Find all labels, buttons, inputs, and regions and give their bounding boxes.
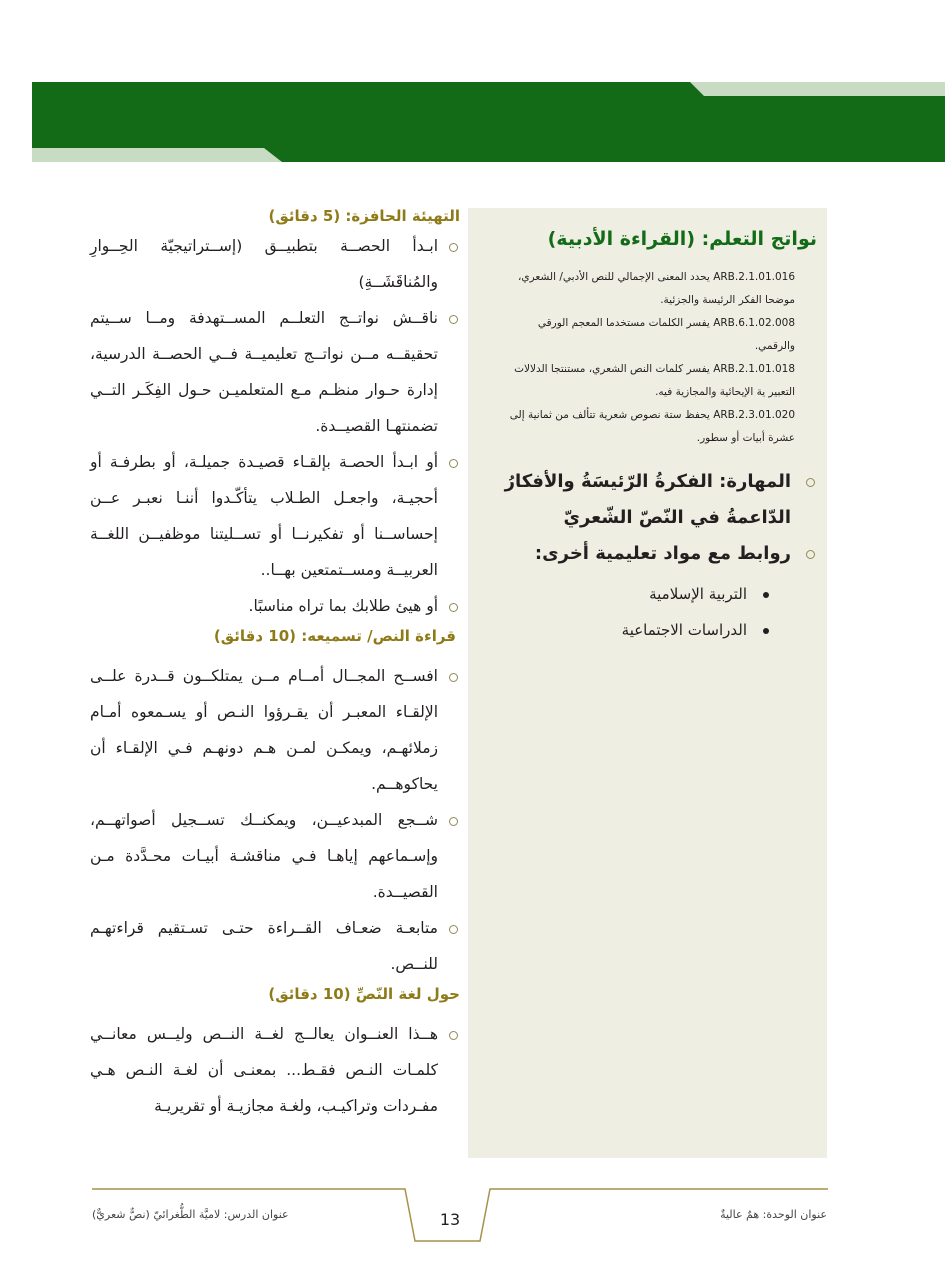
- header-stripe-bottom: [32, 148, 282, 162]
- ring-bullet-icon: [449, 1031, 458, 1040]
- ring-bullet-icon: [449, 459, 458, 468]
- section-items: [90, 228, 460, 624]
- links-list: [485, 576, 791, 648]
- ring-bullet-icon: [449, 243, 458, 252]
- main-content: [90, 204, 460, 1124]
- outcomes-sidebar: [468, 208, 827, 1158]
- bullet-icon: [763, 628, 769, 634]
- ring-bullet-icon: [449, 925, 458, 934]
- section-title: حول لغة النّصِّ (10 دقائق): [268, 985, 460, 1003]
- footer-unit-title: عنوان الوحدة: همٌ عاليةٌ: [720, 1208, 827, 1221]
- outcome-item: ARB.6.1.02.008 يفسر الكلمات مستخدما المعجم الورقي والرقمي.: [537, 317, 795, 352]
- list-item: افســح المجــال أمــام مــن يمتلكــون قــدرة علــى الإلقـاء المعبـر أن يقـرؤوا النـص أو يسـمعوه أمـام زملائهـم، ويمكـن لمـن هـم دونهـم فـي الإلقـاء أن يحاكوهــم.: [90, 658, 460, 802]
- links-item: روابط مع مواد تعليمية أخرى: التربية الإسلامية الدراسات الاجتماعية: [485, 536, 815, 648]
- ring-bullet-icon: [449, 673, 458, 682]
- skill-item: المهارة: الفكرةُ الرّئيسَةُ والأفكارُ الدّاعمةُ في النّصّ الشّعريّ: [485, 464, 815, 536]
- list-item: ابـدأ الحصــة بتطبيــق (إســتراتيجيّة الحِــوارِ والمُناقَشَــةِ): [90, 228, 460, 300]
- list-item: أو هيئ طلابك بما تراه مناسبًا.: [90, 588, 460, 624]
- outcome-item: ARB.2.3.01.020 يحفظ ستة نصوص شعرية تتألف من ثمانية إلى عشرة أبيات أو سطور.: [509, 409, 795, 444]
- page-number: 13: [439, 1210, 461, 1229]
- section-title: التهيئة الحافزة: (5 دقائق): [268, 207, 460, 225]
- list-item: هــذا العنــوان يعالــج لغــة النــص وليــس معانــي كلمـات النـص فقـط... بمعنـى أن لغـة النـص هـي مفـردات وتراكيـب، ولغـة مجازيـة أو تقريريـة: [90, 1016, 460, 1124]
- ring-bullet-icon: [449, 817, 458, 826]
- list-item: ناقــش نواتــج التعلــم المســتهدفة ومــا ســيتم تحقيقــه مــن نواتــج تعليميــة فــي الحصــة الدرسية، إدارة حـوار منظـم مـع المتعلميـن حـول الفِكَـر التــي تضمنتهـا القصيــدة.: [90, 300, 460, 444]
- ring-bullet-icon: [449, 603, 458, 612]
- footer-lesson-title: عنوان الدرس: لاميَّة الطُّغرائيّ (نصٌّ شعريٌّ): [92, 1208, 289, 1221]
- outcome-item: ARB.2.1.01.016 يحدد المعنى الإجمالي للنص الأدبي/ الشعري، موضحا الفكر الرئيسة والجزئية.: [518, 271, 795, 306]
- link-subject: التربية الإسلامية: [485, 576, 791, 612]
- outcomes-title: نواتج التعلم: (القراءة الأدبية): [547, 228, 817, 250]
- header-stripe-top: [690, 82, 945, 96]
- section-items: [90, 658, 460, 982]
- ring-bullet-icon: [449, 315, 458, 324]
- outcomes-list: [495, 266, 795, 450]
- ring-bullet-icon: [806, 550, 815, 559]
- list-item: أو ابـدأ الحصـة بإلقـاء قصيـدة جميلـة، أو بطرفـة أو أحجيـة، واجعـل الطـلاب يتأكّـدوا أننـا نعبـر عــن إحساســنا أو تفكيرنــا أو تســليتنا موظفيــن اللغــة العربيــة ومســتمتعين بهــا..: [90, 444, 460, 588]
- ring-bullet-icon: [806, 478, 815, 487]
- outcome-item: ARB.2.1.01.018 يفسر كلمات النص الشعري، مستنتجا الدلالات التعبير ية الإيحائية والمجازية فيه.: [514, 363, 795, 398]
- bullet-icon: [763, 592, 769, 598]
- section-title: قراءة النص/ تسميعه: (10 دقائق): [213, 627, 456, 645]
- skills-list: [485, 464, 815, 648]
- list-item: شــجع المبدعيــن، ويمكنــك تســجيل أصواتهــم، وإسـماعهم إياهـا فـي مناقشـة أبيـات محـدَّدة مـن القصيــدة.: [90, 802, 460, 910]
- link-subject: الدراسات الاجتماعية: [485, 612, 791, 648]
- list-item: متابعـة ضعـاف القــراءة حتـى تسـتقيم قراءتهـم للنــص.: [90, 910, 460, 982]
- section-items: [90, 1016, 460, 1124]
